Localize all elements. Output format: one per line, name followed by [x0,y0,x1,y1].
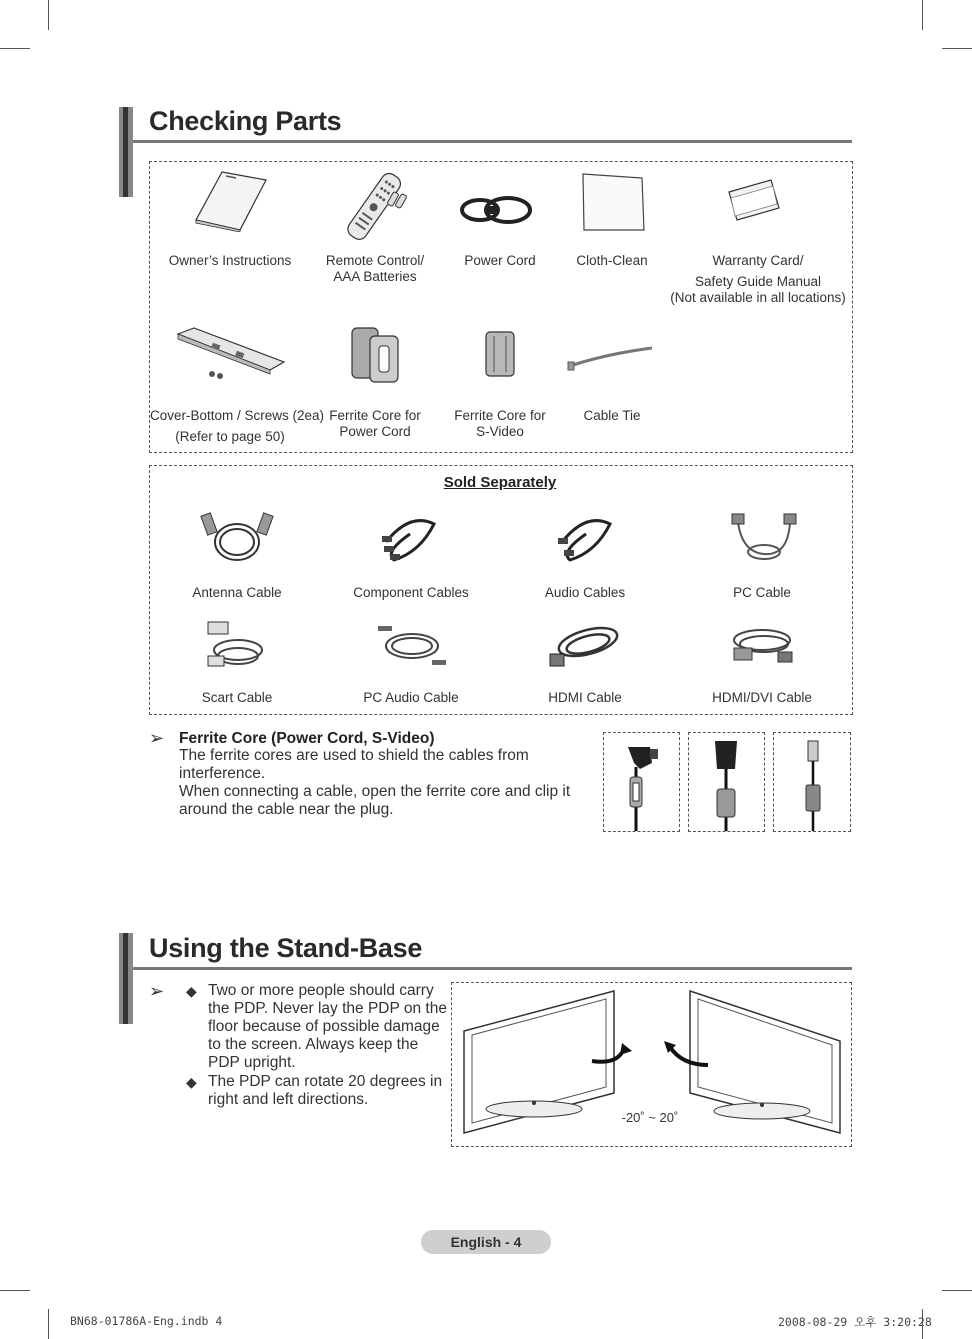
accessory-label: Antenna Cable [192,585,282,600]
part-label: Owner’s Instructions [168,253,292,268]
section-rule [133,140,852,143]
part-label: Power Cord [464,253,536,268]
section-title-checking-parts: Checking Parts [149,106,342,136]
ferrite-note-line: interference. [179,765,266,782]
ferrite-note-line: around the cable near the plug. [179,801,394,818]
section-bar-inner [123,933,128,1024]
stand-note-line: floor because of possible damage [208,1018,440,1035]
print-slug-right: 2008-08-29 오후 3:20:28 [778,1315,932,1329]
part-label: Cable Tie [583,408,641,423]
part-label: Ferrite Core for [454,408,546,423]
crop-mark [942,48,972,49]
power-cord-icon [458,192,538,228]
section-bar-inner [123,107,128,197]
accessory-label: HDMI/DVI Cable [712,690,812,705]
cable-tie-icon [566,344,656,372]
antenna-cable-icon [200,510,274,566]
ferrite-note-line: When connecting a cable, open the ferrite core and clip it [179,783,571,800]
warranty-card-icon [727,178,781,222]
part-label: (Refer to page 50) [175,429,285,444]
pc-cable-icon [728,512,798,566]
accessory-label: Component Cables [353,585,469,600]
svideo-ferrite-icon [774,733,850,831]
part-label: Remote Control/ [325,253,425,268]
manual-icon [192,170,268,232]
part-label: S-Video [476,424,524,439]
accessory-label: Scart Cable [201,690,273,705]
diamond-bullet-icon: ◆ [186,1074,197,1090]
accessory-label: PC Cable [733,585,791,600]
stand-note-line: the PDP. Never lay the PDP on the [208,1000,447,1017]
remote-control-icon [338,172,412,242]
section-rule [133,967,852,970]
part-label: Safety Guide Manual [694,274,822,289]
part-label: Warranty Card/ [712,253,804,268]
ferrite-note-title: Ferrite Core (Power Cord, S-Video) [179,730,435,747]
rotation-range-label: -20˚ ~ 20˚ [621,1110,679,1125]
part-label: AAA Batteries [333,269,417,284]
crop-mark [48,0,49,30]
page-number-badge: English - 4 [421,1230,551,1254]
ferrite-core-large-icon [346,324,402,384]
crop-mark [942,1290,972,1291]
part-label: Power Cord [339,424,411,439]
section-title-stand-base: Using the Stand-Base [149,933,423,963]
ferrite-core-small-icon [482,328,518,380]
cloth-icon [580,172,646,234]
crop-mark [922,0,923,30]
part-label: Cover-Bottom / Screws (2ea) [150,408,325,423]
cover-bottom-icon [174,326,288,384]
pc-audio-cable-icon [376,620,448,670]
sold-separately-title: Sold Separately [443,474,557,491]
stand-note-line: right and left directions. [208,1091,369,1108]
scart-cable-icon [204,620,270,670]
crop-mark [0,48,30,49]
hdmi-dvi-cable-icon [728,620,798,670]
crop-mark [0,1290,30,1291]
print-slug-left: BN68-01786A-Eng.indb 4 [70,1314,223,1328]
stand-note-line: PDP upright. [208,1054,296,1071]
part-label: (Not available in all locations) [670,290,846,305]
power-cord-ferrite-icon [689,733,764,831]
diamond-bullet-icon: ◆ [186,983,197,999]
part-label: Ferrite Core for [329,408,421,423]
power-plug-ferrite-icon [604,733,679,831]
note-arrow-icon: ➢ [149,728,165,748]
accessory-label: HDMI Cable [548,690,622,705]
stand-note-line: The PDP can rotate 20 degrees in [208,1073,443,1090]
crop-mark [48,1309,49,1339]
accessory-label: PC Audio Cable [363,690,459,705]
hdmi-cable-icon [548,620,624,670]
audio-cables-icon [556,512,616,568]
stand-note-line: Two or more people should carry [208,982,434,999]
stand-note-line: to the screen. Always keep the [208,1036,419,1053]
part-label: Cloth-Clean [576,253,648,268]
note-arrow-icon: ➢ [149,981,165,1001]
accessory-label: Audio Cables [544,585,626,600]
ferrite-note-line: The ferrite cores are used to shield the cables from [179,747,529,764]
component-cables-icon [380,512,440,568]
